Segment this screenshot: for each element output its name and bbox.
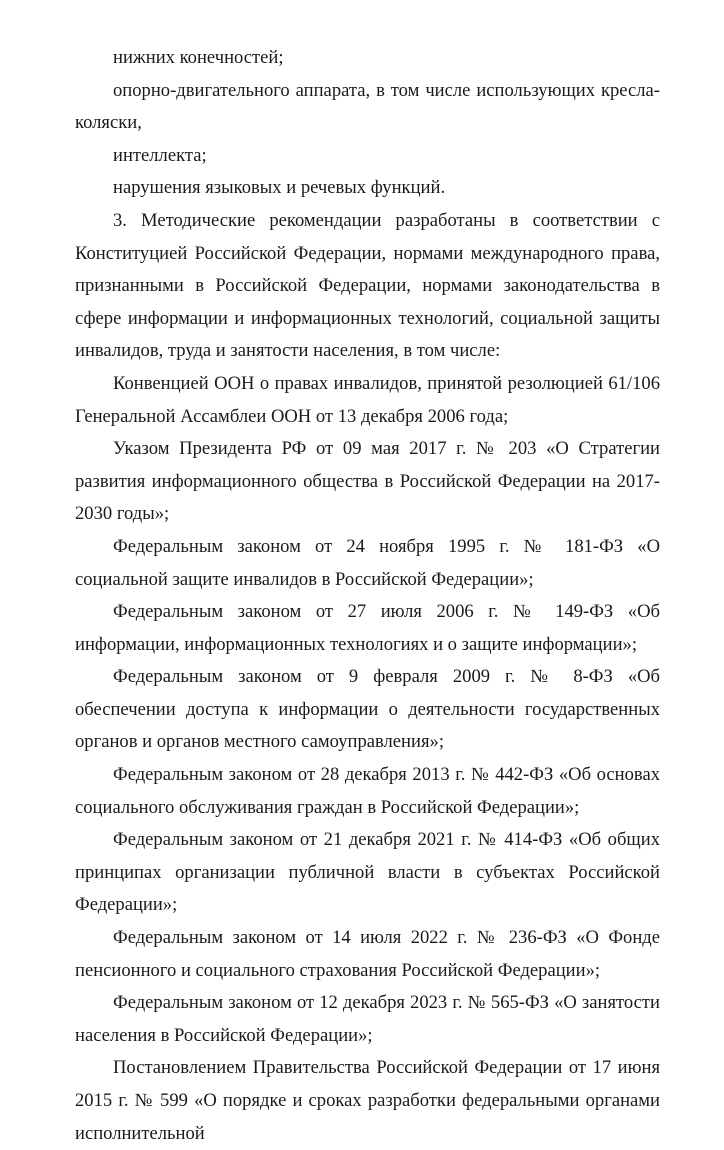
reference-law-236: Федеральным законом от 14 июля 2022 г. № 236-ФЗ «О Фонде пенсионного и социального страхования Российской Федерации»; (75, 927, 660, 981)
reference-law-149: Федеральным законом от 27 июля 2006 г. № 149-ФЗ «Об информации, информационных технологиях и о защите информации»; (75, 601, 660, 655)
reference-government-resolution-599: Постановлением Правительства Российской Федерации от 17 июня 2015 г. № 599 «О порядке и сроках разработки федеральными органами исполнительной (75, 1057, 660, 1144)
list-item-musculoskeletal: опорно-двигательного аппарата, в том числе использующих кресла-коляски, (75, 79, 660, 134)
paragraph-section-3: 3. Методические рекомендации разработаны в соответствии с Конституцией Российской Федерации, нормами международного права, признанными в Российской Федерации, нормами законодательства в сфере информации и информационных технологий, социальной защиты инвалидов, труда и занятости населения, в том числе: (75, 209, 660, 362)
list-item-lower-limbs: нижних конечностей; (113, 47, 284, 68)
reference-law-8: Федеральным законом от 9 февраля 2009 г. № 8-ФЗ «Об обеспечении доступа к информации о деятельности государственных органов и органов местного самоуправления»; (75, 666, 660, 753)
list-item-speech: нарушения языковых и речевых функций. (113, 177, 446, 199)
reference-law-414: Федеральным законом от 21 декабря 2021 г. № 414-ФЗ «Об общих принципах организации публичной власти в субъектах Российской Федерации»; (75, 829, 660, 916)
document-page (75, 42, 660, 1150)
list-item-intellect: интеллекта; (113, 144, 207, 166)
reference-un-convention: Конвенцией ООН о правах инвалидов, принятой резолюцией 61/106 Генеральной Ассамблеи ООН от 13 декабря 2006 года; (75, 372, 660, 427)
reference-law-442: Федеральным законом от 28 декабря 2013 г. № 442-ФЗ «Об основах социального обслуживания граждан в Российской Федерации»; (75, 764, 660, 818)
reference-law-181: Федеральным законом от 24 ноября 1995 г. № 181-ФЗ «О социальной защите инвалидов в Российской Федерации»; (75, 535, 660, 590)
reference-law-565: Федеральным законом от 12 декабря 2023 г. № 565-ФЗ «О занятости населения в Российской Федерации»; (75, 992, 660, 1046)
reference-presidential-decree: Указом Президента РФ от 09 мая 2017 г. № 203 «О Стратегии развития информационного общества в Российской Федерации на 2017-2030 годы»; (75, 438, 660, 525)
